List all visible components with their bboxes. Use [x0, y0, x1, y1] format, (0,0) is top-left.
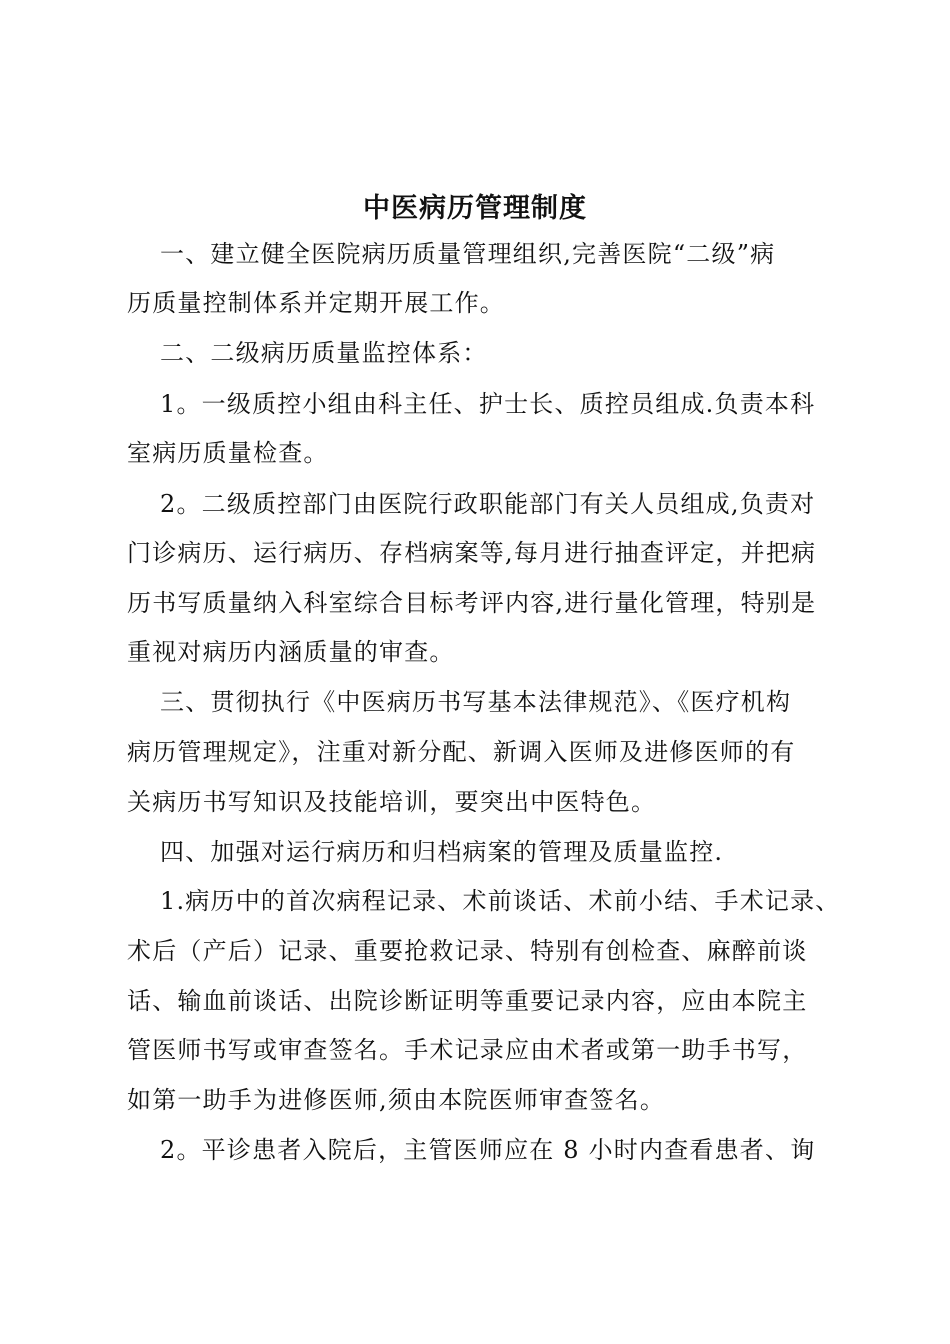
paragraph-line: 术后（产后）记录、重要抢救记录、特别有创检查、麻醉前谈	[127, 937, 808, 965]
paragraph-line: 1。一级质控小组由科主任、护士长、质控员组成.负责本科	[160, 390, 816, 418]
paragraph-line: 历书写质量纳入科室综合目标考评内容,进行量化管理，特别是	[127, 589, 817, 617]
paragraph-line: 门诊病历、运行病历、存档病案等,每月进行抽查评定，并把病	[127, 539, 817, 567]
document-title: 中医病历管理制度	[363, 193, 587, 224]
paragraph-line: 2。平诊患者入院后，主管医师应在 8 小时内查看患者、询	[160, 1136, 816, 1164]
paragraph-line: 室病历质量检查。	[127, 439, 329, 467]
paragraph-line: 四、加强对运行病历和归档病案的管理及质量监控.	[160, 838, 724, 866]
paragraph-line: 重视对病历内涵质量的审查。	[127, 638, 455, 666]
paragraph-line: 二、二级病历质量监控体系：	[160, 339, 488, 367]
paragraph-line: 一、建立健全医院病历质量管理组织,完善医院“二级”病	[160, 240, 776, 268]
paragraph-line: 关病历书写知识及技能培训，要突出中医特色。	[127, 788, 657, 816]
paragraph-line: 2。二级质控部门由医院行政职能部门有关人员组成,负责对	[160, 490, 816, 518]
paragraph-line: 管医师书写或审查签名。手术记录应由术者或第一助手书写，	[127, 1036, 808, 1064]
paragraph-line: 历质量控制体系并定期开展工作。	[127, 289, 505, 317]
paragraph-line: 话、输血前谈话、出院诊断证明等重要记录内容，应由本院主	[127, 987, 808, 1015]
paragraph-line: 三、贯彻执行《中医病历书写基本法律规范》、《医疗机构	[160, 688, 792, 716]
paragraph-line: 如第一助手为进修医师,须由本院医师审查签名。	[127, 1086, 666, 1114]
paragraph-line: 病历管理规定》，注重对新分配、新调入医师及进修医师的有	[127, 738, 796, 766]
paragraph-line: 1.病历中的首次病程记录、术前谈话、术前小结、手术记录、	[160, 887, 841, 915]
